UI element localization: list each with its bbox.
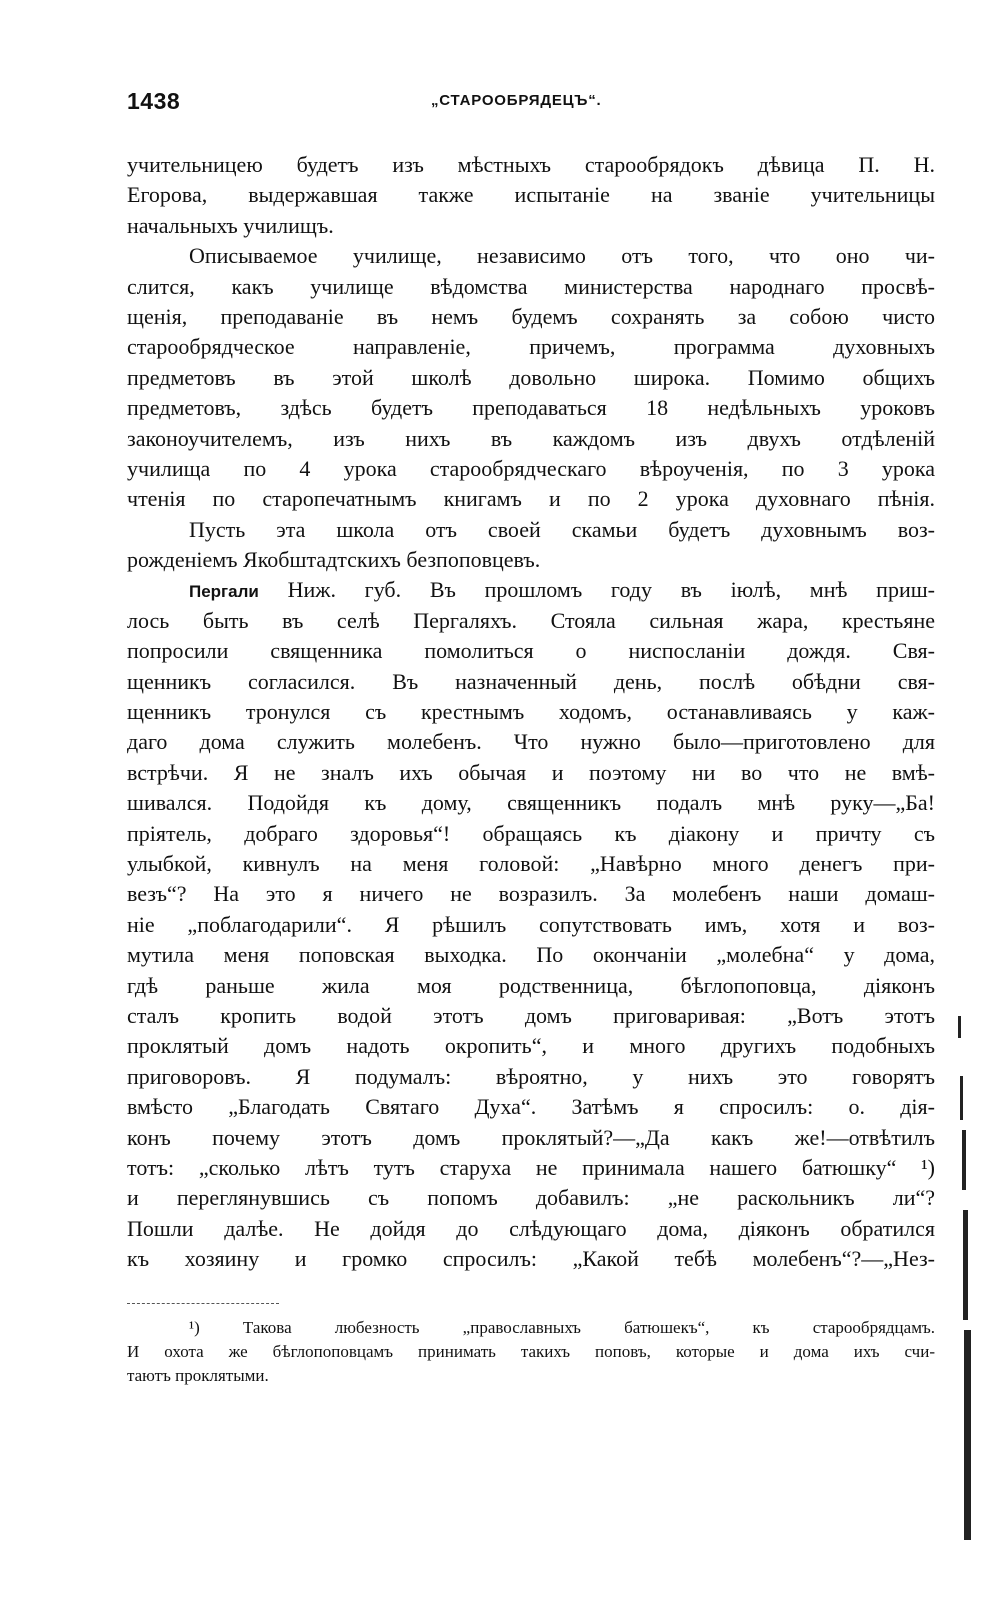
text-line: ніе „поблагодарили“. Я рѣшилъ сопутствовать имъ, хотя и воз- [127,911,935,937]
text-line: и переглянувшись съ попомъ добавилъ: „не раскольникъ ли“? [127,1185,935,1211]
text-line: встрѣчи. Я не зналъ ихъ обычая и поэтому ни во что не вмѣ- [127,759,935,785]
text-line: Пошли далѣе. Не дойдя до слѣдующаго дома, діяконъ обратился [127,1215,935,1241]
text-line: училища по 4 урока старообрядческаго вѣроученія, по 3 урока [127,455,935,481]
text-line: Описываемое училище, независимо отъ того, что оно чи- [189,243,935,269]
text-line: чтенія по старопечатнымъ книгамъ и по 2 урока духовнаго пѣнія. [127,486,935,512]
text-line [127,575,935,605]
text-line: пріятель, добраго здоровья“! обращаясь къ діакону и причту съ [127,820,935,846]
scan-edge-mark [958,1016,961,1038]
text-line: старообрядческое направленіе, причемъ, программа духовныхъ [127,334,935,360]
text-line: проклятый домъ надоть окропить“, и много другихъ подобныхъ [127,1033,935,1059]
text-line: щенникъ согласился. Въ назначенный день, послѣ обѣдни свя- [127,668,935,694]
text-line: законоучителемъ, изъ нихъ въ каждомъ изъ двухъ отдѣленій [127,425,935,451]
text-line: лось быть въ селѣ Пергаляхъ. Стояла сильная жара, крестьяне [127,607,935,633]
text-line: предметовъ, здѣсь будетъ преподаваться 18 недѣльныхъ уроковъ [127,395,935,421]
scan-edge-mark [964,1330,971,1540]
text-line: шивался. Подойдя къ дому, священникъ подалъ мнѣ руку—„Ба! [127,790,935,816]
running-head: „СТАРООБРЯДЕЦЪ“. [431,92,602,109]
scan-edge-mark [962,1130,966,1190]
text-line: конъ почему этотъ домъ проклятый?—„Да какъ же!—отвѣтилъ [127,1124,935,1150]
text-line: къ хозяину и громко спросилъ: „Какой тебѣ молебенъ“?—„Нез- [127,1246,935,1272]
text-line: Пусть эта школа отъ своей скамьи будетъ духовнымъ воз- [189,516,935,542]
text-line: щенія, преподаваніе въ немъ будемъ сохранять за собою чисто [127,303,935,329]
text-line: щенникъ тронулся съ крестнымъ ходомъ, останавливаясь у каж- [127,699,935,725]
footnote [127,1316,935,1388]
text-line: рожденіемъ Якобштадтскихъ безпоповцевъ. [127,547,541,573]
text-line: мутила меня поповская выходка. По окончаніи „молебна“ у дома, [127,942,935,968]
footnote-line: таютъ проклятыми. [127,1366,269,1385]
text-line: приговоровъ. Я подумалъ: вѣроятно, у нихъ это говорятъ [127,1063,935,1089]
text-line-rest: Ниж. губ. Въ прошломъ году въ іюлѣ, мнѣ приш- [287,577,935,603]
text-line: даго дома служить молебенъ. Что нужно было—приготовлено для [127,729,935,755]
text-line: гдѣ раньше жила моя родственница, бѣглопоповца, діяконъ [127,972,935,998]
footnote-line: ¹) Такова любезность „православныхъ батюшекъ“, къ старообрядцамъ. [189,1318,935,1337]
text-line: предметовъ въ этой школѣ довольно широка. Помимо общихъ [127,364,935,390]
section-lead-in: Пергали [189,582,259,602]
text-line: начальныхъ училищъ. [127,212,334,238]
page-number: 1438 [127,88,181,114]
footnote-separator [127,1303,279,1304]
text-line: вмѣсто „Благодать Святаго Духа“. Затѣмъ я спросилъ: о. дія- [127,1094,935,1120]
footnote-line: И охота же бѣглопоповцамъ принимать такихъ поповъ, которые и дома ихъ счи- [127,1342,935,1361]
text-line: сталъ кропить водой этотъ домъ приговаривая: „Вотъ этотъ [127,1002,935,1028]
text-line: улыбкой, кивнулъ на меня головой: „Навѣрно много денегъ при- [127,850,935,876]
text-line: Егорова, выдержавшая также испытаніе на званіе учительницы [127,182,935,208]
scan-edge-artifact [940,1010,974,1550]
text-line: учительницею будетъ изъ мѣстныхъ старообрядокъ дѣвица П. Н. [127,152,935,177]
text-line: тотъ: „сколько лѣтъ тутъ старуха не принимала нашего батюшку“ ¹) [127,1154,935,1180]
text-line: попросили священника помолиться о ниспосланіи дождя. Свя- [127,638,935,664]
page-header [127,88,935,118]
text-line: везъ“? На это я ничего не возразилъ. За молебенъ наши домаш- [127,881,935,907]
body-text [127,150,935,1274]
scan-edge-mark [963,1210,968,1320]
text-line: слится, какъ училище вѣдомства министерства народнаго просвѣ- [127,273,935,299]
scan-edge-mark [960,1076,963,1120]
